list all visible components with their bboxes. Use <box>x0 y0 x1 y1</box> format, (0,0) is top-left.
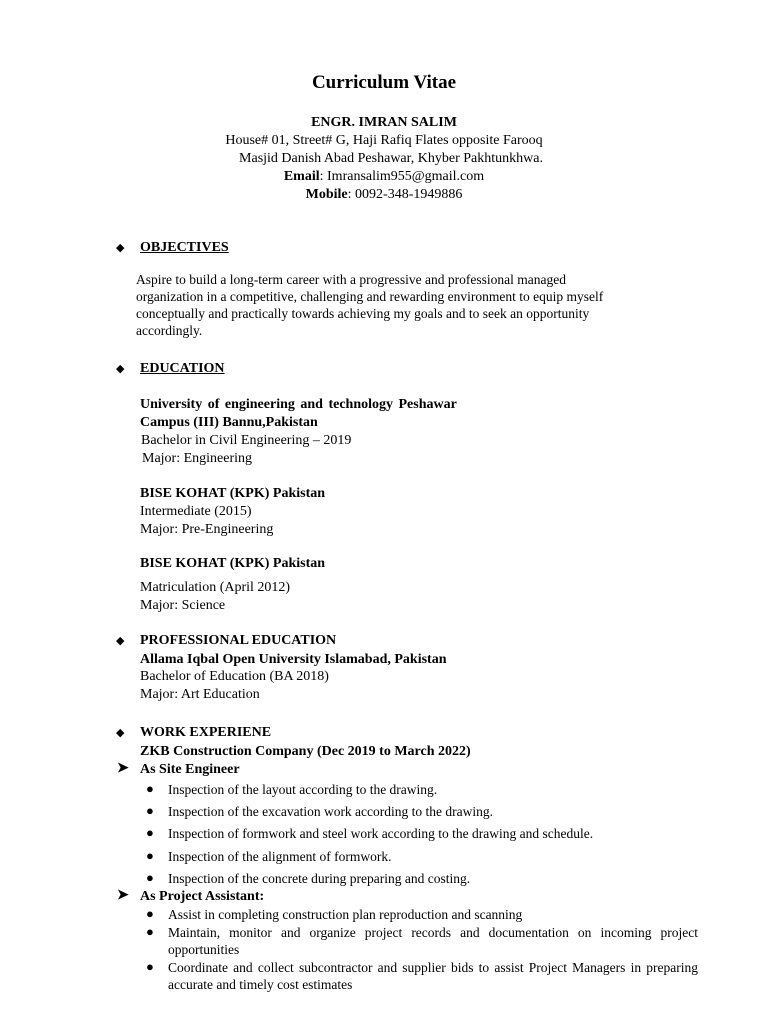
list-item: Assist in completing construction plan reproduction and scanning <box>168 907 523 922</box>
bullet-icon: ● <box>146 870 154 885</box>
diamond-icon: ◆ <box>116 727 125 739</box>
diamond-icon: ◆ <box>116 242 125 254</box>
diamond-icon: ◆ <box>116 635 125 647</box>
education-major-1: Major: Engineering <box>142 451 253 466</box>
list-item: Inspection of the excavation work according to the drawing. <box>168 804 494 819</box>
objectives-heading: OBJECTIVES <box>140 240 229 255</box>
education-major-2: Major: Pre-Engineering <box>140 522 274 537</box>
list-item: Inspection of the concrete during preparing and costing. <box>168 871 471 886</box>
objectives-text: Aspire to build a long-term career with a progressive and professional managed organization in a competitive, challenging and rewarding environment to equip myself conceptually and practically towards achieving my goals and to seek an opportunity accordingly. <box>136 272 604 338</box>
education-degree-1: Bachelor in Civil Engineering – 2019 <box>141 433 352 448</box>
professional-education-institution: Allama Iqbal Open University Islamabad, Pakistan <box>140 652 447 667</box>
bullet-icon: ● <box>146 781 154 796</box>
mobile-label: Mobile <box>305 187 348 202</box>
work-experience-heading: WORK EXPERIENE <box>140 725 272 740</box>
bullet-icon: ● <box>146 959 154 974</box>
diamond-icon: ◆ <box>116 363 125 375</box>
work-experience-company: ZKB Construction Company (Dec 2019 to March 2022) <box>140 744 471 759</box>
education-institution-3: BISE KOHAT (KPK) Pakistan <box>140 556 326 571</box>
list-item: Maintain, monitor and organize project records and documentation on incoming project opportunities <box>168 925 698 957</box>
role-title-project-assistant: As Project Assistant: <box>140 889 265 904</box>
address-line-1: House# 01, Street# G, Haji Rafiq Flates opposite Farooq <box>225 133 543 148</box>
professional-education-heading: PROFESSIONAL EDUCATION <box>140 633 337 648</box>
arrow-right-icon: ➤ <box>117 761 129 776</box>
bullet-icon: ● <box>146 825 154 840</box>
education-institution-1-line-1: University of engineering and technology Peshawar <box>140 397 457 412</box>
bullet-icon: ● <box>146 803 154 818</box>
education-institution-2: BISE KOHAT (KPK) Pakistan <box>140 486 326 501</box>
education-heading: EDUCATION <box>140 361 225 376</box>
list-item: Coordinate and collect subcontractor and supplier bids to assist Project Managers in preparing accurate and timely cost estimates <box>168 960 698 992</box>
address-line-2: Masjid Danish Abad Peshawar, Khyber Pakhtunkhwa. <box>239 151 543 166</box>
mobile-line <box>0 186 768 203</box>
education-major-3: Major: Science <box>140 598 226 613</box>
education-degree-3: Matriculation (April 2012) <box>140 580 291 595</box>
education-degree-2: Intermediate (2015) <box>140 504 252 519</box>
role-title-site-engineer: As Site Engineer <box>140 762 240 777</box>
mobile-value: : 0092-348-1949886 <box>347 187 463 202</box>
list-item: Inspection of the layout according to the drawing. <box>168 782 438 797</box>
bullet-icon: ● <box>146 906 154 921</box>
document-title: Curriculum Vitae <box>311 72 457 93</box>
list-item: Inspection of formwork and steel work according to the drawing and schedule. <box>168 826 594 841</box>
professional-education-major: Major: Art Education <box>140 687 260 702</box>
list-item: Inspection of the alignment of formwork. <box>168 849 392 864</box>
email-value[interactable]: : Imransalim955@gmail.com <box>319 169 485 184</box>
arrow-right-icon: ➤ <box>117 888 129 903</box>
education-institution-1-line-2: Campus (III) Bannu,Pakistan <box>140 415 318 430</box>
email-label: Email <box>283 169 320 184</box>
bullet-icon: ● <box>146 924 154 939</box>
candidate-name: ENGR. IMRAN SALIM <box>311 115 457 130</box>
bullet-icon: ● <box>146 848 154 863</box>
email-line <box>0 168 768 185</box>
professional-education-degree: Bachelor of Education (BA 2018) <box>140 669 329 684</box>
